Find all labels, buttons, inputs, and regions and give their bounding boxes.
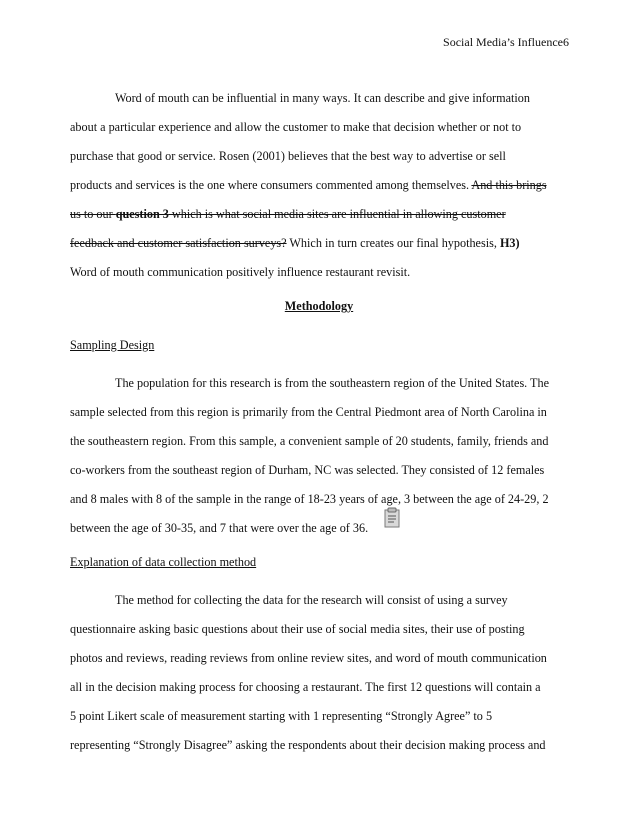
hypothesis-label: H3) — [499, 236, 520, 250]
p2-line-1: The population for this research is from the southeastern region of the United States. The — [115, 376, 550, 390]
p1-line-7: Word of mouth communication positively influence restaurant revisit. — [70, 265, 411, 279]
p2-line-2: sample selected from this region is primarily from the Central Piedmont area of North Carolina in — [70, 405, 547, 419]
p1-line-5 — [70, 206, 506, 222]
p2-line-5: and 8 males with 8 of the sample in the range of 18-23 years of age, 3 between the age of 24-29, 2 — [70, 492, 549, 506]
p1-line-1: Word of mouth can be influential in many ways. It can describe and give information — [115, 91, 530, 105]
p1-line-4-text: products and services is the one where consumers commented among themselves. — [70, 178, 472, 192]
deleted-text: us to our — [70, 207, 116, 221]
p3-line-4: all in the decision making process for choosing a restaurant. The first 12 questions will contain a — [70, 680, 541, 694]
deleted-text: feedback and customer satisfaction surveys? — [70, 236, 287, 250]
p1-line-6-text: Which in turn creates our final hypothesis, — [286, 236, 500, 250]
deleted-bold-text: question 3 — [115, 207, 169, 221]
p3-line-3: photos and reviews, reading reviews from online review sites, and word of mouth communication — [70, 651, 547, 665]
deleted-text: And this brings — [471, 178, 547, 192]
p1-line-6 — [70, 235, 520, 251]
p3-line-5: 5 point Likert scale of measurement starting with 1 representing “Strongly Agree” to 5 — [70, 709, 493, 723]
sampling-design-heading: Sampling Design — [70, 338, 155, 352]
p1-line-2: about a particular experience and allow the customer to make that decision whether or not to — [70, 120, 522, 134]
p3-line-6: representing “Strongly Disagree” asking the respondents about their decision making process and — [70, 738, 546, 752]
p2-line-6: between the age of 30-35, and 7 that were over the age of 36. — [70, 521, 369, 535]
p2-line-4: co-workers from the southeast region of Durham, NC was selected. They consisted of 12 females — [70, 463, 545, 477]
running-head: Social Media’s Influence6 — [443, 35, 569, 49]
p3-line-1: The method for collecting the data for the research will consist of using a survey — [115, 593, 508, 607]
comment-note-icon[interactable] — [382, 507, 402, 529]
p1-line-4 — [70, 177, 547, 193]
p2-line-3: the southeastern region. From this sample, a convenient sample of 20 students, family, friends and — [70, 434, 549, 448]
deleted-text: which is what social media sites are influential in allowing customer — [168, 207, 506, 221]
methodology-heading: Methodology — [284, 299, 354, 313]
p3-line-2: questionnaire asking basic questions about their use of social media sites, their use of posting — [70, 622, 525, 636]
data-collection-heading: Explanation of data collection method — [70, 555, 257, 569]
p1-line-3: purchase that good or service. Rosen (2001) believes that the best way to advertise or sell — [70, 149, 506, 163]
